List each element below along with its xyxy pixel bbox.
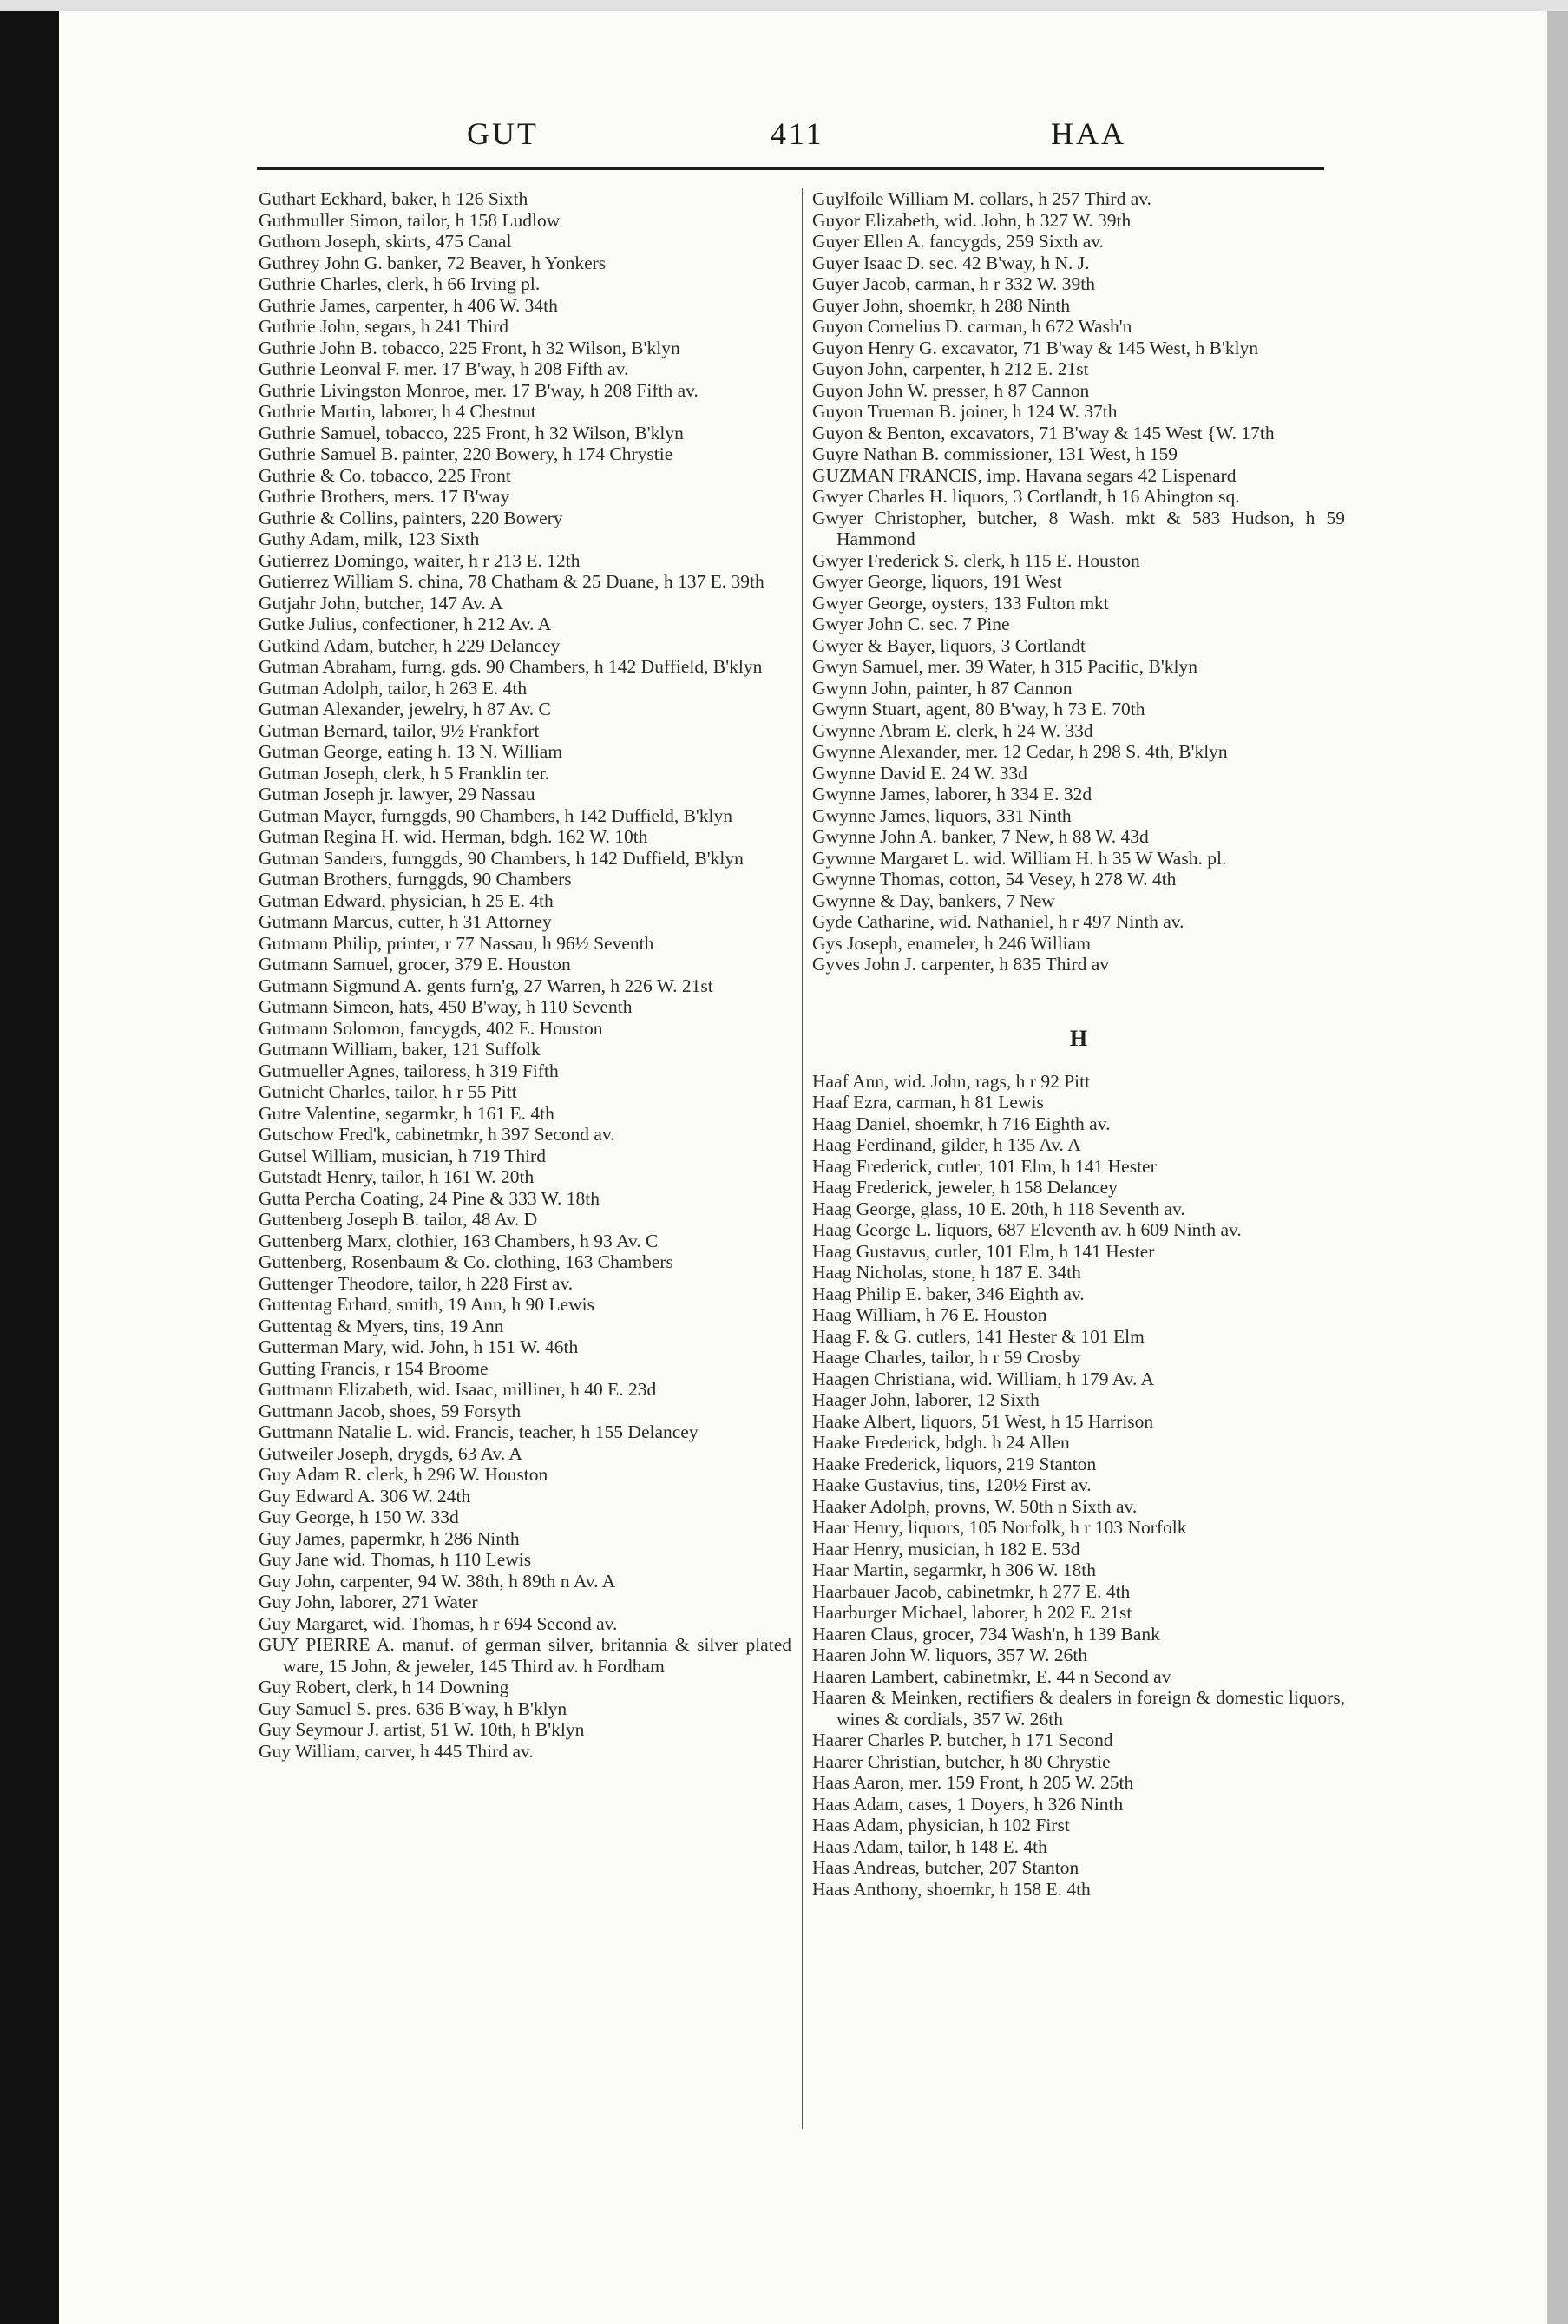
directory-entry: Guyon & Benton, excavators, 71 B'way & 145 West {W. 17th — [812, 422, 1275, 443]
directory-entry: Guyon John, carpenter, h 212 E. 21st — [812, 358, 1089, 379]
directory-entry: GUZMAN FRANCIS, imp. Havana segars 42 Lispenard — [812, 464, 1237, 486]
right-column-h-entries — [812, 1071, 1345, 1901]
directory-entry: Guthrey John G. banker, 72 Beaver, h Yonkers — [259, 252, 607, 273]
directory-entry: Gyves John J. carpenter, h 835 Third av — [812, 954, 1110, 975]
right-column — [812, 188, 1345, 1900]
directory-entry: Gwynne James, liquors, 331 Ninth — [812, 804, 1072, 826]
directory-entry: Gutman Joseph, clerk, h 5 Franklin ter. — [259, 762, 549, 784]
directory-entry: Guyon Henry G. excavator, 71 B'way & 145 West, h B'klyn — [812, 337, 1259, 358]
directory-entry: Haaren John W. liquors, 357 W. 26th — [812, 1645, 1088, 1665]
directory-entry: Haas Anthony, shoemkr, h 158 E. 4th — [812, 1878, 1091, 1900]
directory-entry: Guthrie John, segars, h 241 Third — [259, 316, 509, 337]
directory-entry: Haarbauer Jacob, cabinetmkr, h 277 E. 4th — [812, 1580, 1131, 1602]
directory-entry: Gwynne & Day, bankers, 7 New — [812, 890, 1055, 911]
header-left-guide-word: GUT — [467, 116, 539, 151]
directory-entry: Guthrie Martin, laborer, h 4 Chestnut — [259, 401, 536, 422]
directory-entry: Gutschow Fred'k, cabinetmkr, h 397 Second av. — [259, 1124, 615, 1145]
directory-entry: Haag Daniel, shoemkr, h 716 Eighth av. — [812, 1113, 1111, 1134]
directory-entry: Haas Adam, cases, 1 Doyers, h 326 Ninth — [812, 1793, 1124, 1815]
directory-entry: Guthy Adam, milk, 123 Sixth — [259, 528, 480, 549]
directory-entry: Gutman Adolph, tailor, h 263 E. 4th — [259, 677, 528, 699]
directory-entry: Gutman Sanders, furnggds, 90 Chambers, h 142 Duffield, B'klyn — [259, 847, 744, 869]
directory-entry: Guttmann Elizabeth, wid. Isaac, milliner, h 40 E. 23d — [259, 1379, 657, 1400]
directory-entry: Guthrie John B. tobacco, 225 Front, h 32 Wilson, B'klyn — [259, 337, 680, 358]
directory-entry: Gutmann Philip, printer, r 77 Nassau, h 96½ Seventh — [259, 932, 654, 954]
directory-entry: Guttentag Erhard, smith, 19 Ann, h 90 Lewis — [259, 1294, 594, 1315]
directory-entry: Guthrie Samuel B. painter, 220 Bowery, h 174 Chrystie — [259, 443, 673, 464]
directory-entry: Haagen Christiana, wid. William, h 179 Av. A — [812, 1368, 1155, 1389]
directory-entry: Gutnicht Charles, tailor, h r 55 Pitt — [259, 1081, 517, 1102]
directory-entry: Haaker Adolph, provns, W. 50th n Sixth av. — [812, 1495, 1138, 1517]
directory-entry: Gwyer George, liquors, 191 West — [812, 571, 1062, 592]
directory-entry: Gutierrez William S. china, 78 Chatham & 25 Duane, h 137 E. 39th — [259, 571, 764, 592]
directory-entry: Haake Albert, liquors, 51 West, h 15 Harrison — [812, 1410, 1154, 1432]
directory-entry: Guttenberg Joseph B. tailor, 48 Av. D — [259, 1209, 538, 1230]
directory-entry: Gutting Francis, r 154 Broome — [259, 1357, 489, 1379]
scan-right-border — [1547, 11, 1568, 2324]
directory-entry: Haag Frederick, jeweler, h 158 Delancey — [812, 1177, 1118, 1198]
directory-entry: Gwyer John C. sec. 7 Pine — [812, 614, 1010, 634]
directory-entry: Haarburger Michael, laborer, h 202 E. 21st — [812, 1602, 1132, 1623]
directory-entry: Guthmuller Simon, tailor, h 158 Ludlow — [259, 209, 561, 231]
directory-entry: Haag Ferdinand, gilder, h 135 Av. A — [812, 1134, 1081, 1155]
directory-entry: Haag William, h 76 E. Houston — [812, 1304, 1047, 1325]
directory-entry: Guy Margaret, wid. Thomas, h r 694 Second av. — [259, 1612, 618, 1634]
directory-entry: Gutmann William, baker, 121 Suffolk — [259, 1039, 541, 1060]
directory-entry: Haar Martin, segarmkr, h 306 W. 18th — [812, 1559, 1096, 1580]
directory-entry: Guy Robert, clerk, h 14 Downing — [259, 1677, 509, 1697]
directory-entry: Haaf Ann, wid. John, rags, h r 92 Pitt — [812, 1070, 1091, 1092]
directory-entry: Haas Adam, physician, h 102 First — [812, 1815, 1070, 1835]
directory-entry: Gutke Julius, confectioner, h 212 Av. A — [259, 614, 552, 634]
scan-top-border — [0, 0, 1568, 11]
directory-entry: Guttmann Jacob, shoes, 59 Forsyth — [259, 1400, 522, 1421]
directory-entry: Gutmann Marcus, cutter, h 31 Attorney — [259, 911, 552, 932]
scan-left-border — [0, 11, 59, 2324]
directory-entry: Gutmann Simeon, hats, 450 B'way, h 110 Seventh — [259, 996, 633, 1017]
directory-entry: Gutjahr John, butcher, 147 Av. A — [259, 592, 503, 614]
directory-entry: Guyer John, shoemkr, h 288 Ninth — [812, 294, 1071, 316]
header-rule — [257, 167, 1324, 170]
directory-entry: Gwyer Frederick S. clerk, h 115 E. Houston — [812, 549, 1140, 571]
directory-entry: Gutmann Solomon, fancygds, 402 E. Houston — [259, 1017, 603, 1039]
directory-entry: Guttenberg, Rosenbaum & Co. clothing, 163 Chambers — [259, 1251, 673, 1272]
directory-page — [59, 11, 1547, 2324]
directory-entry: Gwynne Abram E. clerk, h 24 W. 33d — [812, 719, 1093, 741]
directory-entry: Gutmueller Agnes, tailoress, h 319 Fifth — [259, 1060, 559, 1081]
directory-entry: Haaren Lambert, cabinetmkr, E. 44 n Second av — [812, 1665, 1171, 1687]
directory-entry: Guy Samuel S. pres. 636 B'way, h B'klyn — [259, 1697, 567, 1719]
directory-entry: Gutman Edward, physician, h 25 E. 4th — [259, 890, 554, 911]
directory-entry: Haake Gustavius, tins, 120½ First av. — [812, 1474, 1092, 1495]
directory-entry: Haas Andreas, butcher, 207 Stanton — [812, 1857, 1079, 1878]
directory-entry: Gutta Percha Coating, 24 Pine & 333 W. 18th — [259, 1187, 600, 1209]
directory-entry: Guy Seymour J. artist, 51 W. 10th, h B'klyn — [259, 1719, 585, 1740]
directory-entry: Haag Frederick, cutler, 101 Elm, h 141 Hester — [812, 1155, 1157, 1177]
directory-entry: Gutman Alexander, jewelry, h 87 Av. C — [259, 699, 551, 719]
directory-entry: Guttentag & Myers, tins, 19 Ann — [259, 1315, 504, 1336]
directory-entry: Haag Philip E. baker, 346 Eighth av. — [812, 1283, 1085, 1304]
directory-entry: Guy James, papermkr, h 286 Ninth — [259, 1527, 520, 1549]
directory-entry: Guthrie Samuel, tobacco, 225 Front, h 32 Wilson, B'klyn — [259, 422, 684, 443]
right-column-g-entries — [812, 188, 1345, 975]
directory-entry: Guttenberg Marx, clothier, 163 Chambers, h 93 Av. C — [259, 1230, 659, 1251]
directory-entry: Guy Jane wid. Thomas, h 110 Lewis — [259, 1549, 532, 1570]
directory-entry: Gutstadt Henry, tailor, h 161 W. 20th — [259, 1166, 535, 1187]
directory-entry: Haaren & Meinken, rectifiers & dealers in foreign & domestic liquors, wines & cordials, 357 W. 26th — [812, 1687, 1345, 1730]
directory-entry: Guy Adam R. clerk, h 296 W. Houston — [259, 1464, 548, 1485]
directory-entry: Gwynne Alexander, mer. 12 Cedar, h 298 S. 4th, B'klyn — [812, 741, 1228, 762]
directory-entry: Gutkind Adam, butcher, h 229 Delancey — [259, 634, 561, 656]
column-divider — [802, 188, 803, 2129]
directory-entry: Haake Frederick, liquors, 219 Stanton — [812, 1453, 1097, 1474]
directory-entry: Guy Edward A. 306 W. 24th — [259, 1485, 471, 1507]
directory-entry: Haager John, laborer, 12 Sixth — [812, 1389, 1040, 1410]
directory-entry: Guthrie Brothers, mers. 17 B'way — [259, 486, 510, 507]
directory-entry: Haaf Ezra, carman, h 81 Lewis — [812, 1092, 1044, 1113]
directory-entry: Haas Aaron, mer. 159 Front, h 205 W. 25th — [812, 1772, 1134, 1793]
directory-entry: Gwynn Stuart, agent, 80 B'way, h 73 E. 70th — [812, 699, 1145, 719]
directory-entry: Haarer Christian, butcher, h 80 Chrystie — [812, 1750, 1111, 1772]
directory-entry: Guyer Isaac D. sec. 42 B'way, h N. J. — [812, 252, 1090, 273]
directory-entry: Gutweiler Joseph, drygds, 63 Av. A — [259, 1442, 522, 1464]
directory-entry: Gwynne John A. banker, 7 New, h 88 W. 43d — [812, 826, 1149, 847]
header-right-guide-word: HAA — [1051, 116, 1126, 151]
directory-entry: Gutman Brothers, furnggds, 90 Chambers — [259, 869, 572, 890]
directory-entry: Guthrie Leonval F. mer. 17 B'way, h 208 Fifth av. — [259, 358, 629, 379]
directory-entry: Gutman Joseph jr. lawyer, 29 Nassau — [259, 784, 535, 804]
directory-entry: Guy John, laborer, 271 Water — [259, 1592, 478, 1612]
directory-entry: Gutman Mayer, furnggds, 90 Chambers, h 142 Duffield, B'klyn — [259, 804, 733, 826]
directory-entry: Haas Adam, tailor, h 148 E. 4th — [812, 1835, 1047, 1857]
directory-entry: Haarer Charles P. butcher, h 171 Second — [812, 1730, 1113, 1750]
directory-entry: Gutmann Sigmund A. gents furn'g, 27 Warren, h 226 W. 21st — [259, 975, 713, 996]
directory-entry: Haag F. & G. cutlers, 141 Hester & 101 Elm — [812, 1325, 1145, 1347]
directory-entry: Guttmann Natalie L. wid. Francis, teacher, h 155 Delancey — [259, 1421, 699, 1442]
directory-entry: Gwynn John, painter, h 87 Cannon — [812, 677, 1073, 699]
directory-entry: Gwyn Samuel, mer. 39 Water, h 315 Pacific, B'klyn — [812, 656, 1197, 677]
directory-entry: Guthrie & Co. tobacco, 225 Front — [259, 464, 511, 486]
directory-entry: Gutre Valentine, segarmkr, h 161 E. 4th — [259, 1102, 554, 1124]
directory-entry: Guy George, h 150 W. 33d — [259, 1507, 459, 1527]
directory-entry: Gutman Abraham, furng. gds. 90 Chambers, h 142 Duffield, B'klyn — [259, 656, 763, 677]
directory-entry: Guyon Trueman B. joiner, h 124 W. 37th — [812, 401, 1118, 422]
directory-entry: Gwynne James, laborer, h 334 E. 32d — [812, 784, 1092, 804]
directory-entry: Guthrie Charles, clerk, h 66 Irving pl. — [259, 273, 541, 294]
directory-entry: Gutierrez Domingo, waiter, h r 213 E. 12th — [259, 549, 581, 571]
directory-entry: Guylfoile William M. collars, h 257 Third av. — [812, 188, 1152, 209]
directory-entry: Guthrie & Collins, painters, 220 Bowery — [259, 507, 563, 528]
directory-entry: Gywnne Margaret L. wid. William H. h 35 W Wash. pl. — [812, 847, 1227, 869]
directory-entry: Gutman Regina H. wid. Herman, bdgh. 162 W. 10th — [259, 826, 648, 847]
directory-entry: Gwyer George, oysters, 133 Fulton mkt — [812, 592, 1109, 614]
directory-entry: Gys Joseph, enameler, h 246 William — [812, 932, 1091, 954]
directory-entry: Gwyer Christopher, butcher, 8 Wash. mkt & 583 Hudson, h 59 Hammond — [812, 507, 1345, 549]
directory-entry: Guthrie Livingston Monroe, mer. 17 B'way, h 208 Fifth av. — [259, 379, 699, 401]
directory-entry: Guthorn Joseph, skirts, 475 Canal — [259, 231, 512, 252]
directory-entry: Guttenger Theodore, tailor, h 228 First av. — [259, 1272, 574, 1294]
directory-entry: Guy John, carpenter, 94 W. 38th, h 89th n Av. A — [259, 1570, 616, 1592]
directory-entry: Gyde Catharine, wid. Nathaniel, h r 497 Ninth av. — [812, 911, 1184, 932]
directory-entry: Haaren Claus, grocer, 734 Wash'n, h 139 Bank — [812, 1623, 1160, 1645]
directory-entry: Gwyer & Bayer, liquors, 3 Cortlandt — [812, 634, 1086, 656]
directory-entry: Haag Nicholas, stone, h 187 E. 34th — [812, 1262, 1081, 1283]
section-letter-h: H — [1069, 1025, 1088, 1051]
directory-entry: Guyer Jacob, carman, h r 332 W. 39th — [812, 273, 1096, 294]
directory-entry: Guy William, carver, h 445 Third av. — [259, 1740, 534, 1762]
directory-entry: Haag Gustavus, cutler, 101 Elm, h 141 Hester — [812, 1240, 1155, 1262]
directory-entry: Guyon Cornelius D. carman, h 672 Wash'n — [812, 316, 1132, 337]
directory-entry: Haag George L. liquors, 687 Eleventh av. h 609 Ninth av. — [812, 1219, 1242, 1240]
directory-entry: GUY PIERRE A. manuf. of german silver, britannia & silver plated ware, 15 John, & jeweler, 145 Third av. h Fordham — [259, 1634, 791, 1677]
directory-entry: Gutman George, eating h. 13 N. William — [259, 741, 563, 762]
directory-entry: Gwyer Charles H. liquors, 3 Cortlandt, h 16 Abington sq. — [812, 486, 1240, 507]
directory-entry: Haag George, glass, 10 E. 20th, h 118 Seventh av. — [812, 1198, 1185, 1219]
directory-entry: Guyon John W. presser, h 87 Cannon — [812, 379, 1090, 401]
directory-entry: Gutman Bernard, tailor, 9½ Frankfort — [259, 719, 540, 741]
directory-entry: Gutmann Samuel, grocer, 379 E. Houston — [259, 954, 571, 975]
directory-entry: Haar Henry, musician, h 182 E. 53d — [812, 1538, 1080, 1559]
directory-entry: Haar Henry, liquors, 105 Norfolk, h r 103 Norfolk — [812, 1517, 1187, 1538]
directory-entry: Guyre Nathan B. commissioner, 131 West, h 159 — [812, 443, 1178, 464]
page-number: 411 — [771, 116, 824, 151]
directory-entry: Haake Frederick, bdgh. h 24 Allen — [812, 1432, 1070, 1453]
directory-entry: Haage Charles, tailor, h r 59 Crosby — [812, 1347, 1081, 1368]
directory-entry: Gwynne David E. 24 W. 33d — [812, 762, 1027, 784]
directory-entry: Gwynne Thomas, cotton, 54 Vesey, h 278 W. 4th — [812, 869, 1177, 890]
directory-entry: Guthrie James, carpenter, h 406 W. 34th — [259, 294, 558, 316]
directory-entry: Guyer Ellen A. fancygds, 259 Sixth av. — [812, 231, 1104, 252]
directory-entry: Gutsel William, musician, h 719 Third — [259, 1145, 546, 1166]
left-column — [259, 188, 791, 1762]
directory-entry: Gutterman Mary, wid. John, h 151 W. 46th — [259, 1336, 579, 1357]
directory-entry: Guyor Elizabeth, wid. John, h 327 W. 39th — [812, 209, 1132, 231]
directory-entry: Guthart Eckhard, baker, h 126 Sixth — [259, 188, 528, 209]
